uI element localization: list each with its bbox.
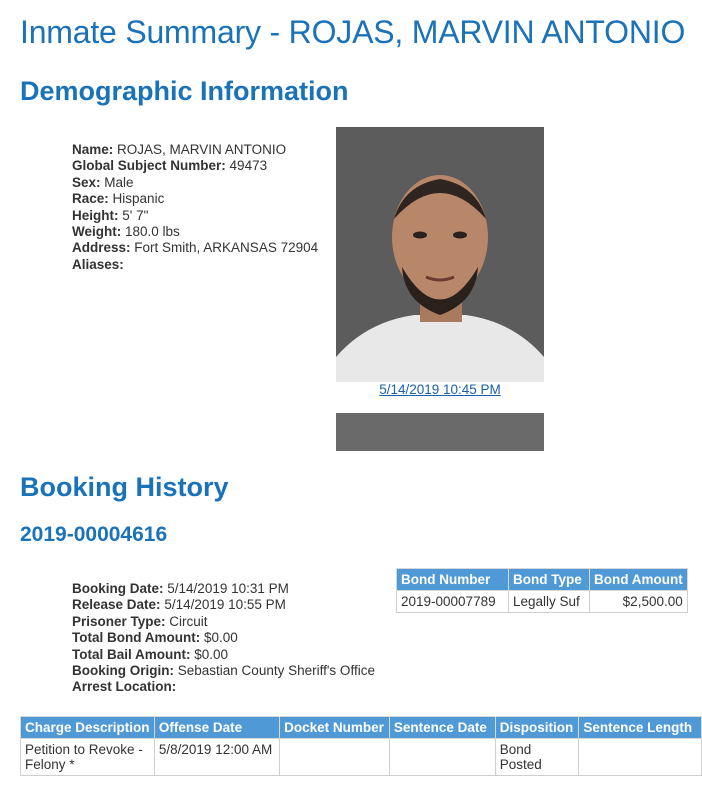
disposition-header[interactable]: Disposition xyxy=(495,717,579,739)
subject-number-value: 49473 xyxy=(229,158,268,174)
docket-number-header[interactable]: Docket Number xyxy=(280,717,390,739)
sex-row: Sex: Male xyxy=(72,174,134,190)
aliases-row: Aliases: xyxy=(72,256,124,272)
sentence-length-cell xyxy=(579,739,702,776)
weight-row: Weight: 180.0 lbs xyxy=(72,224,180,240)
height-row: Height: 5' 7" xyxy=(72,207,149,223)
demographic-details xyxy=(72,142,318,273)
docket-number-cell xyxy=(280,739,390,776)
name-value: ROJAS, MARVIN ANTONIO xyxy=(117,142,287,157)
photo-thumbnail-bar[interactable] xyxy=(336,413,544,451)
offense-date-cell: 5/8/2019 12:00 AM xyxy=(154,739,279,776)
charge-table xyxy=(20,716,702,776)
mugshot-photo[interactable] xyxy=(336,127,544,382)
table-row xyxy=(397,591,688,613)
table-row xyxy=(21,739,702,776)
sentence-length-header[interactable]: Sentence Length xyxy=(579,717,702,739)
name-row: Name: ROJAS, MARVIN ANTONIO xyxy=(72,142,287,157)
photo-date-link[interactable]: 5/14/2019 10:45 PM xyxy=(379,382,501,397)
address-value: Fort Smith, ARKANSAS 72904 xyxy=(134,240,319,256)
bond-number-header[interactable]: Bond Number xyxy=(397,569,509,591)
charge-description-header[interactable]: Charge Description xyxy=(21,717,155,739)
booking-date-row: Booking Date: 5/14/2019 10:31 PM xyxy=(72,581,289,596)
booking-origin-row: Booking Origin: Sebastian County Sheriff's Office xyxy=(72,663,375,679)
race-value: Hispanic xyxy=(112,191,165,207)
bond-amount-header[interactable]: Bond Amount xyxy=(590,569,688,591)
sex-value: Male xyxy=(104,174,134,190)
weight-value: 180.0 lbs xyxy=(125,224,180,240)
charge-description-cell: Petition to Revoke - Felony * xyxy=(21,739,155,776)
address-row: Address: Fort Smith, ARKANSAS 72904 xyxy=(72,240,319,256)
booking-details xyxy=(72,581,375,696)
prisoner-type-row: Prisoner Type: Circuit xyxy=(72,613,208,629)
page-title: Inmate Summary - ROJAS, MARVIN ANTONIO xyxy=(20,14,686,50)
sentence-date-cell xyxy=(389,739,495,776)
bond-table-header xyxy=(397,569,688,591)
booking-history-heading: Booking History xyxy=(20,472,229,502)
height-value: 5' 7" xyxy=(122,207,149,223)
demographic-heading: Demographic Information xyxy=(20,76,349,106)
subject-number-row: Global Subject Number: 49473 xyxy=(72,158,268,174)
disposition-cell: Bond Posted xyxy=(495,739,579,776)
race-row: Race: Hispanic xyxy=(72,191,165,207)
arrest-location-row: Arrest Location: xyxy=(72,679,177,695)
charge-table-header xyxy=(21,717,702,739)
booking-number: 2019-00004616 xyxy=(20,523,168,546)
bond-number-cell: 2019-00007789 xyxy=(397,591,509,613)
total-bail-row: Total Bail Amount: $0.00 xyxy=(72,646,229,662)
bond-amount-cell: $2,500.00 xyxy=(590,591,688,613)
bond-type-cell: Legally Suf xyxy=(509,591,590,613)
person-photo-icon xyxy=(336,127,544,382)
bond-type-header[interactable]: Bond Type xyxy=(509,569,590,591)
bond-table xyxy=(396,568,688,613)
offense-date-header[interactable]: Offense Date xyxy=(154,717,279,739)
sentence-date-header[interactable]: Sentence Date xyxy=(389,717,495,739)
total-bond-row: Total Bond Amount: $0.00 xyxy=(72,630,238,646)
release-date-row: Release Date: 5/14/2019 10:55 PM xyxy=(72,597,286,613)
